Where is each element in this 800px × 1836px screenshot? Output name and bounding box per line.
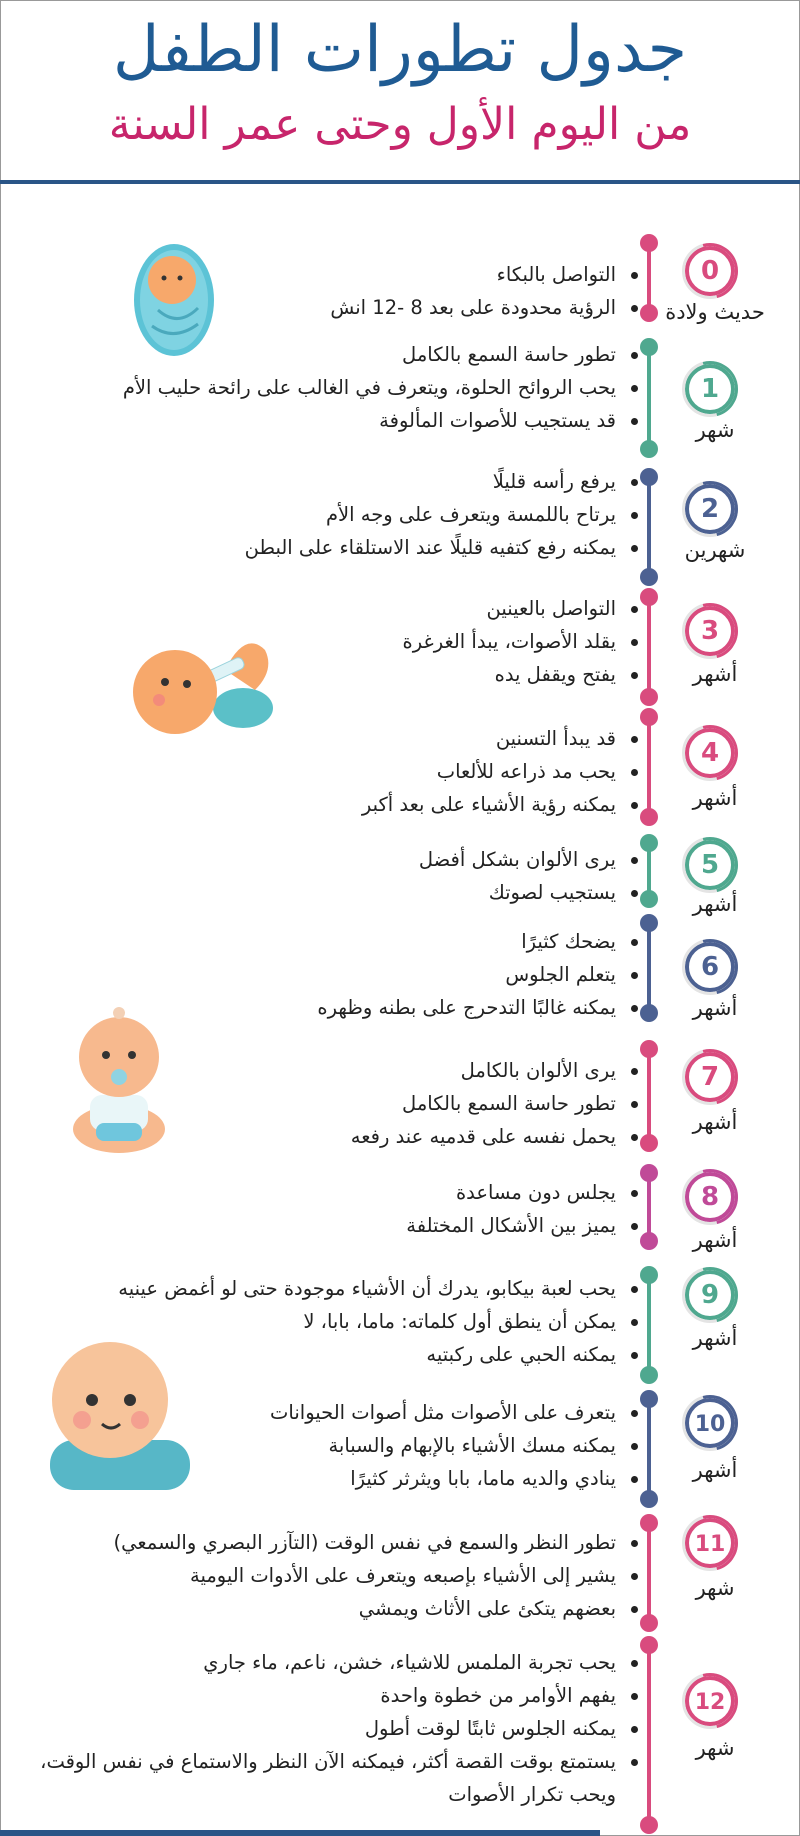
age-label: أشهر xyxy=(692,1228,738,1252)
milestone-item: يفتح ويقفل يده xyxy=(403,658,642,691)
milestone-item: قد يبدأ التسنين xyxy=(362,722,642,755)
milestone-item: يرتاح باللمسة ويتعرف على وجه الأم xyxy=(245,498,642,531)
milestone-list xyxy=(270,1396,642,1495)
age-number-badge xyxy=(685,840,735,890)
age-number-badge xyxy=(685,1398,735,1448)
milestone-list xyxy=(406,1176,642,1242)
age-label: أشهر xyxy=(692,996,738,1020)
milestone-item: الرؤية محدودة على بعد 8 -12 انش xyxy=(330,291,642,324)
age-number-badge xyxy=(685,728,735,778)
page-subtitle: من اليوم الأول وحتى عمر السنة xyxy=(108,99,692,150)
milestone-item: يمكنه الحبي على ركبتيه xyxy=(118,1338,642,1371)
milestone-item: بعضهم يتكئ على الأثاث ويمشي xyxy=(114,1592,642,1625)
milestone-item: يقلد الأصوات، يبدأ الغرغرة xyxy=(403,625,642,658)
milestone-list xyxy=(419,843,642,909)
milestone-item: يحب مد ذراعه للألعاب xyxy=(362,755,642,788)
age-number: 4 xyxy=(700,738,720,768)
timeline-dot xyxy=(640,1004,658,1022)
milestone-list xyxy=(403,592,642,691)
milestone-item: يمكنه مسك الأشياء بالإبهام والسبابة xyxy=(270,1429,642,1462)
milestone-item: يتعلم الجلوس xyxy=(317,958,642,991)
milestone-item: يميز بين الأشكال المختلفة xyxy=(406,1209,642,1242)
age-label: أشهر xyxy=(692,662,738,686)
age-label: أشهر xyxy=(692,1326,738,1350)
age-number-badge xyxy=(685,1270,735,1320)
milestone-item: يمكنه غالبًا التدحرج على بطنه وظهره xyxy=(317,991,642,1024)
age-label: شهر xyxy=(695,418,735,442)
age-number-badge xyxy=(685,484,735,534)
page-title: جدول تطورات الطفل xyxy=(112,13,688,87)
milestone-item: يمكنه الجلوس ثابتًا لوقت أطول xyxy=(36,1712,642,1745)
timeline-dot xyxy=(640,1816,658,1834)
age-label: أشهر xyxy=(692,892,738,916)
milestone-item: قد يستجيب للأصوات المألوفة xyxy=(123,404,642,437)
age-number: 11 xyxy=(694,1532,726,1557)
age-number: 12 xyxy=(694,1690,726,1715)
milestone-item: ينادي والديه ماما، بابا ويثرثر كثيرًا xyxy=(270,1462,642,1495)
timeline-segment xyxy=(647,712,651,822)
timeline-dot xyxy=(640,1514,658,1532)
milestone-item: يشير إلى الأشياء بإصبعه ويتعرف على الأدوات اليومية xyxy=(114,1559,642,1592)
age-number-badge xyxy=(685,1676,735,1726)
milestone-item: يتعرف على الأصوات مثل أصوات الحيوانات xyxy=(270,1396,642,1429)
milestone-item: يمكنه رؤية الأشياء على بعد أكبر xyxy=(362,788,642,821)
timeline-dot xyxy=(640,568,658,586)
milestone-item: يرى الألوان بشكل أفضل xyxy=(419,843,642,876)
age-number: 10 xyxy=(694,1412,726,1437)
age-label: أشهر xyxy=(692,786,738,810)
age-number-badge xyxy=(685,606,735,656)
timeline-segment xyxy=(647,472,651,582)
timeline-dot xyxy=(640,1366,658,1384)
header-divider xyxy=(0,180,800,184)
baby-lying-bottle-icon xyxy=(125,630,285,740)
baby-crawling-icon xyxy=(30,1340,200,1500)
milestone-item: يمكنه رفع كتفيه قليلًا عند الاستلقاء على البطن xyxy=(245,531,642,564)
age-number-badge xyxy=(685,942,735,992)
age-number-badge xyxy=(685,246,735,296)
timeline-segment xyxy=(647,1640,651,1830)
milestone-item: تطور حاسة السمع بالكامل xyxy=(123,338,642,371)
milestone-item: يحمل نفسه على قدميه عند رفعه xyxy=(351,1120,642,1153)
milestone-list xyxy=(351,1054,642,1153)
timeline-segment xyxy=(647,1518,651,1628)
age-number-badge xyxy=(685,1172,735,1222)
age-number-badge xyxy=(685,1052,735,1102)
age-number: 3 xyxy=(700,616,720,646)
timeline-dot xyxy=(640,708,658,726)
milestone-list xyxy=(36,1646,642,1811)
milestone-list xyxy=(114,1526,642,1625)
milestone-item: يحب الروائح الحلوة، ويتعرف في الغالب على رائحة حليب الأم xyxy=(123,371,642,404)
age-number: 5 xyxy=(700,850,720,880)
baby-sitting-pacifier-icon xyxy=(68,1005,170,1157)
timeline-dot xyxy=(640,914,658,932)
age-label: شهر xyxy=(695,1576,735,1600)
milestone-list xyxy=(362,722,642,821)
age-number: 7 xyxy=(700,1062,720,1092)
timeline-dot xyxy=(640,1614,658,1632)
timeline-segment xyxy=(647,918,651,1018)
timeline-segment xyxy=(647,1394,651,1504)
timeline-dot xyxy=(640,834,658,852)
milestone-item: يرى الألوان بالكامل xyxy=(351,1054,642,1087)
age-number: 6 xyxy=(700,952,720,982)
timeline-dot xyxy=(640,440,658,458)
milestone-item: تطور النظر والسمع في نفس الوقت (التآزر البصري والسمعي) xyxy=(114,1526,642,1559)
timeline-dot xyxy=(640,890,658,908)
timeline-dot xyxy=(640,1134,658,1152)
age-label: حديث ولادة xyxy=(665,300,765,324)
milestone-item: يمكن أن ينطق أول كلماته: ماما، بابا، لا xyxy=(118,1305,642,1338)
age-number-badge xyxy=(685,364,735,414)
age-number: 1 xyxy=(700,374,720,404)
timeline-dot xyxy=(640,468,658,486)
timeline-segment xyxy=(647,1270,651,1380)
timeline-dot xyxy=(640,304,658,322)
age-number: 9 xyxy=(700,1280,720,1310)
milestone-item: التواصل بالبكاء xyxy=(330,258,642,291)
timeline-dot xyxy=(640,688,658,706)
timeline-dot xyxy=(640,1266,658,1284)
age-label: أشهر xyxy=(692,1458,738,1482)
milestone-item: يستجيب لصوتك xyxy=(419,876,642,909)
timeline-segment xyxy=(647,342,651,454)
milestone-item: يرفع رأسه قليلًا xyxy=(245,465,642,498)
footer-bar xyxy=(0,1830,600,1836)
timeline-dot xyxy=(640,1490,658,1508)
milestone-list xyxy=(330,258,642,324)
timeline-dot xyxy=(640,1040,658,1058)
milestone-item: يجلس دون مساعدة xyxy=(406,1176,642,1209)
timeline-segment xyxy=(647,592,651,702)
age-number: 0 xyxy=(700,256,720,286)
age-number: 2 xyxy=(700,494,720,524)
age-label: أشهر xyxy=(692,1110,738,1134)
milestone-item: يفهم الأوامر من خطوة واحدة xyxy=(36,1679,642,1712)
timeline-dot xyxy=(640,808,658,826)
milestone-item: يضحك كثيرًا xyxy=(317,925,642,958)
milestone-item: التواصل بالعينين xyxy=(403,592,642,625)
age-number-badge xyxy=(685,1518,735,1568)
milestone-list xyxy=(245,465,642,564)
timeline-dot xyxy=(640,588,658,606)
milestone-item: يحب تجربة الملمس للاشياء، خشن، ناعم، ماء جاري xyxy=(36,1646,642,1679)
milestone-item: يحب لعبة بيكابو، يدرك أن الأشياء موجودة حتى لو أغمض عينيه xyxy=(118,1272,642,1305)
milestone-list xyxy=(317,925,642,1024)
timeline-dot xyxy=(640,1636,658,1654)
timeline-segment xyxy=(647,1044,651,1148)
age-number: 8 xyxy=(700,1182,720,1212)
timeline-dot xyxy=(640,1390,658,1408)
timeline-dot xyxy=(640,1232,658,1250)
timeline-dot xyxy=(640,338,658,356)
timeline-dot xyxy=(640,1164,658,1182)
milestone-item: تطور حاسة السمع بالكامل xyxy=(351,1087,642,1120)
milestone-item: يستمتع بوقت القصة أكثر، فيمكنه الآن النظر والاستماع في نفس الوقت، ويحب تكرار الأصوات xyxy=(36,1745,642,1811)
age-label: شهرين xyxy=(684,538,746,562)
swaddled-newborn-icon xyxy=(128,238,220,358)
timeline-dot xyxy=(640,234,658,252)
age-label: شهر xyxy=(695,1736,735,1760)
header xyxy=(0,0,800,185)
